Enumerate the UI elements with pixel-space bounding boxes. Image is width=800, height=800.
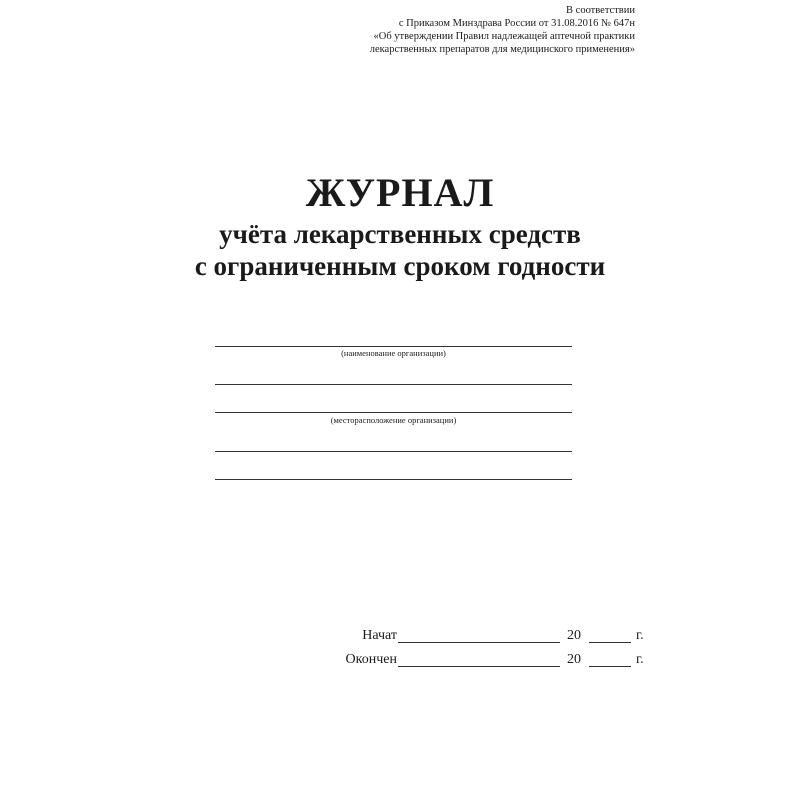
started-year-prefix: 20: [567, 628, 581, 643]
journal-subtitle-line-2: с ограниченным сроком годности: [194, 251, 606, 281]
finished-year-field[interactable]: [589, 666, 631, 667]
organization-name-caption: (наименование организации): [341, 348, 446, 358]
started-date-field[interactable]: [398, 642, 560, 643]
started-year-suffix: г.: [636, 628, 644, 643]
legal-note-line: «Об утверждении Правил надлежащей аптечной практики: [373, 31, 635, 42]
organization-name-line[interactable]: [215, 346, 572, 347]
finished-year-suffix: г.: [636, 652, 644, 667]
finished-date-row: [330, 652, 660, 672]
started-year-field[interactable]: [589, 642, 631, 643]
started-date-row: [330, 628, 660, 648]
started-label: Начат: [362, 628, 397, 643]
organization-location-caption: (месторасположение организации): [330, 415, 457, 425]
legal-note-line: с Приказом Минздрава России от 31.08.2016 № 647н: [398, 18, 635, 29]
organization-location-line[interactable]: [215, 412, 572, 413]
organization-name-line-2[interactable]: [215, 384, 572, 385]
finished-year-prefix: 20: [567, 652, 581, 667]
legal-note-line: лекарственных препаратов для медицинского применения»: [369, 44, 635, 55]
journal-title: ЖУРНАЛ: [305, 170, 495, 215]
organization-location-line-2[interactable]: [215, 451, 572, 452]
journal-subtitle-line-1: учёта лекарственных средств: [219, 219, 581, 249]
finished-date-field[interactable]: [398, 666, 560, 667]
legal-reference-note: [215, 4, 635, 56]
organization-location-line-3[interactable]: [215, 479, 572, 480]
finished-label: Окончен: [345, 652, 397, 667]
legal-note-line: В соответствии: [566, 5, 635, 16]
